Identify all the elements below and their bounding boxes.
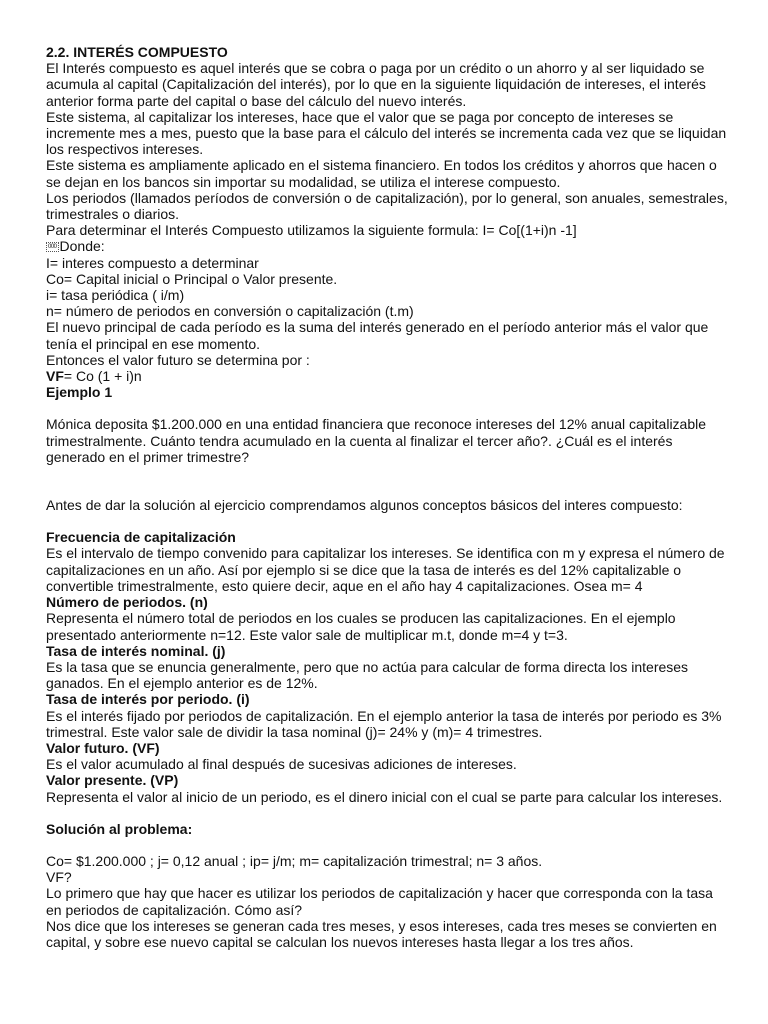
intro-paragraph: El Interés compuesto es aquel interés que se cobra o paga por un crédito o un ahorro y al ser liquidado se acumula al capital (Capitalización del interés), por lo que en la siguiente liquidación de intereses, el interés anterior forma parte del capital o base del cálculo del nuevo interés. (46, 60, 706, 109)
definition-n: n= número de periodos en conversión o capitalización (t.m) (46, 303, 414, 320)
vf-formula: = Co (1 + i)n (63, 368, 142, 385)
concept-term: Tasa de interés nominal. (j) (46, 642, 226, 659)
concept-text: Es el valor acumulado al final después de sucesivas adiciones de intereses. (46, 756, 517, 773)
definition-i: I= interes compuesto a determinar (46, 254, 259, 271)
future-value-lead: Entonces el valor futuro se determina por : (46, 351, 310, 368)
capitalization-paragraph: Este sistema, al capitalizar los intereses, hace que el valor que se paga por concepto de intereses se incremente mes a mes, puesto que la base para el cálculo del interés se incrementa cada vez que se liquidan los respectivos intereses. (46, 108, 727, 158)
concept-text: Es la tasa que se enuncia generalmente, pero que no actúa para calcular de forma directa los intereses ganados. En el ejemplo anterior es de 12%. (46, 658, 689, 692)
future-value-formula (46, 368, 728, 384)
principal-paragraph: El nuevo principal de cada período es la suma del interés generado en el período anterior más el valor que tenía el principal en ese momento. (46, 319, 709, 352)
concepts-lead: Antes de dar la solución al ejercicio comprendamos algunos conceptos básicos del interes compuesto: (46, 497, 683, 514)
concept-term: Tasa de interés por periodo. (i) (46, 691, 250, 708)
solution-given: Co= $1.200.000 ; j= 0,12 anual ; ip= j/m; m= capitalización trimestral; n= 3 años. (46, 852, 543, 869)
solution-title: Solución al problema: (46, 820, 193, 837)
donde-line (46, 238, 728, 254)
solution-question: VF? (46, 869, 72, 886)
example-statement: Mónica deposita $1.200.000 en una entidad financiera que reconoce intereses del 12% anual capitalizable trimestralmente. Cuánto tendra acumulado en la cuenta al finalizar el tercer año?. ¿Cuál es el interés generado en el primer trimestre? (46, 416, 707, 465)
definition-rate: i= tasa periódica ( i/m) (46, 287, 185, 304)
financial-system-paragraph: Este sistema es ampliamente aplicado en el sistema financiero. En todos los créditos y ahorros que hacen o se dejan en los bancos sin importar su modalidad, se utiliza el interese compuesto. (46, 157, 717, 190)
section-title: 2.2. INTERÉS COMPUESTO (46, 44, 228, 60)
example-title: Ejemplo 1 (46, 384, 113, 401)
concept-term: Número de periodos. (n) (46, 594, 208, 611)
concept-term: Valor presente. (VP) (46, 772, 179, 789)
concept-text: Es el intervalo de tiempo convenido para capitalizar los intereses. Se identifica con m y expresa el número de capitalizaciones en un año. Así por ejemplo si se dice que la tasa de interés es del 12% capitalizable o convertible trimestralmente, esto quiere decir, aque en el año hay 4 capitalizaciones. Osea m= 4 (46, 545, 725, 594)
periods-paragraph: Los periodos (llamados períodos de conversión o de capitalización), por lo general, son anuales, semestrales, trimestrales o diarios. (46, 189, 728, 223)
concept-term: Frecuencia de capitalización (46, 529, 236, 546)
definition-co: Co= Capital inicial o Principal o Valor presente. (46, 270, 338, 287)
concept-text: Representa el número total de periodos en los cuales se producen las capitalizaciones. En el ejemplo presentado anteriormente n=12. Este valor sale de multiplicar m.t, donde m=4 y t=3. (46, 610, 676, 643)
solution-paragraph: Nos dice que los intereses se generan cada tres meses, y esos intereses, cada tres meses se convierten en capital, y sobre ese nuevo capital se calculan los nuevos intereses hasta llegar a los tres años. (46, 917, 717, 950)
formula-paragraph: Para determinar el Interés Compuesto utilizamos la siguiente formula: I= Co[(1+i)n -1] (46, 222, 577, 239)
solution-paragraph: Lo primero que hay que hacer es utilizar los periodos de capitalización y hacer que corresponda con la tasa en periodos de capitalización. Cómo así? (46, 885, 713, 918)
missing-glyph-icon: 000 (48, 244, 57, 251)
donde-label: Donde: (59, 238, 105, 255)
vf-label: VF (46, 368, 64, 385)
concept-term: Valor futuro. (VF) (46, 739, 160, 756)
concept-text: Representa el valor al inicio de un periodo, es el dinero inicial con el cual se parte para calcular los intereses. (46, 788, 723, 805)
concept-text: Es el interés fijado por periodos de capitalización. En el ejemplo anterior la tasa de interés por periodo es 3% trimestral. Este valor sale de dividir la tasa nominal (j)= 24% y (m)= 4 trimestres. (46, 707, 722, 740)
